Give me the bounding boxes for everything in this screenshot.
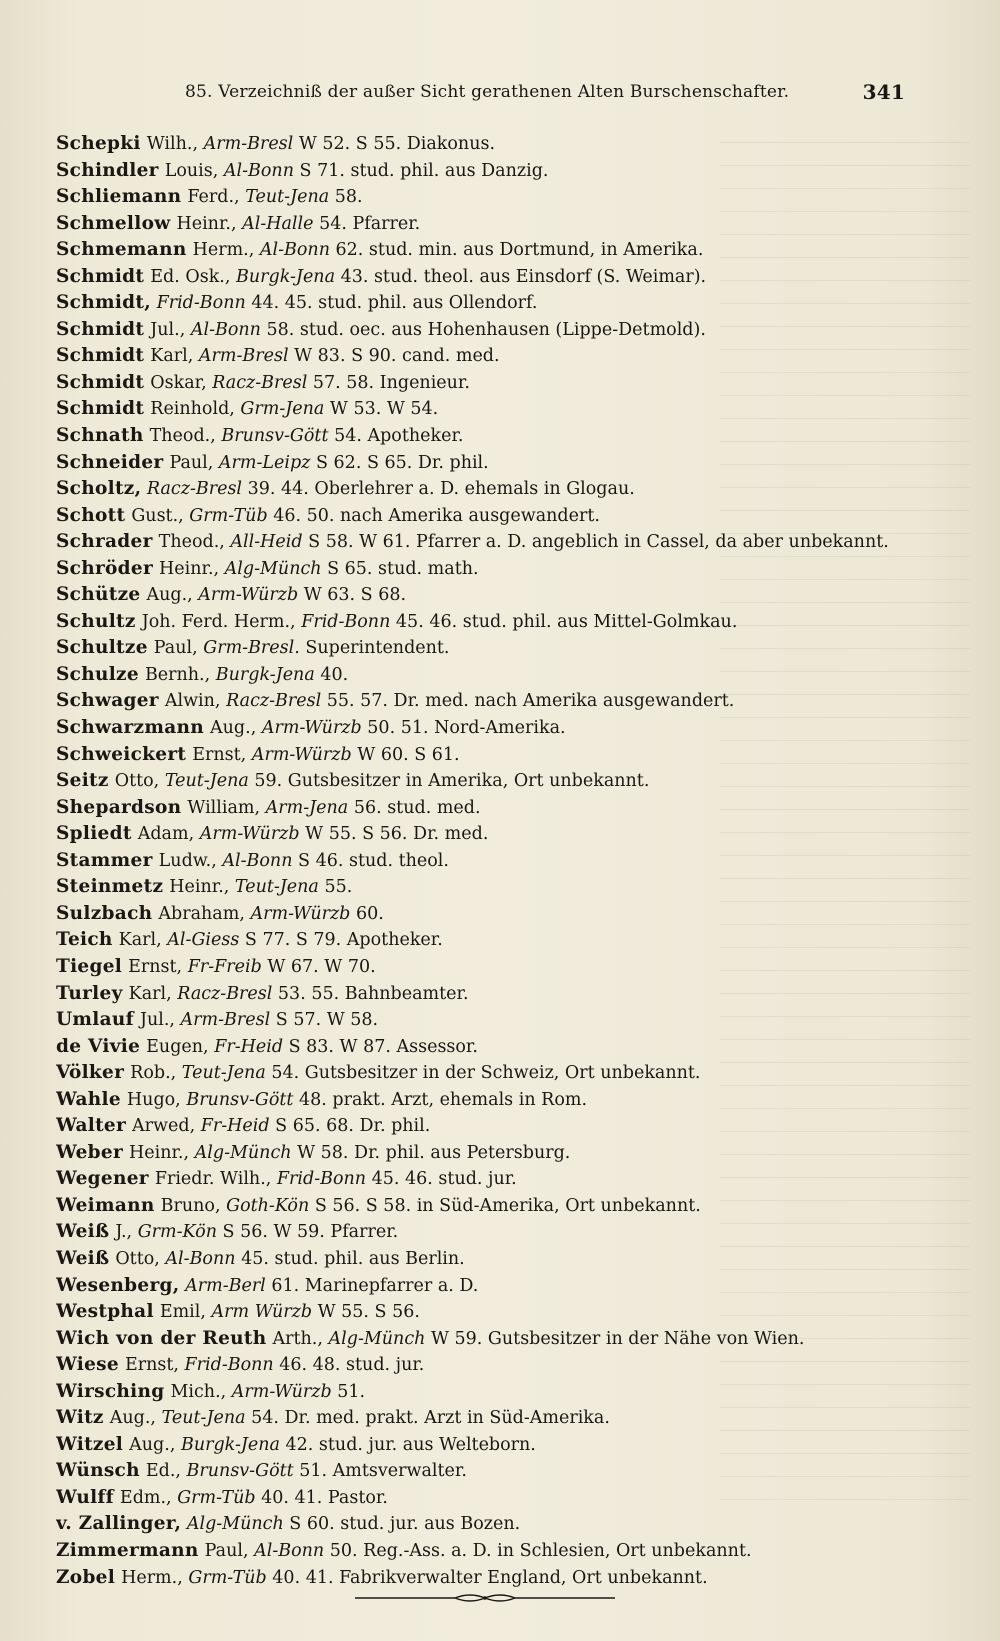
entry-surname: Shepardson <box>56 796 182 818</box>
entry-corps: Alg-Münch <box>224 558 322 579</box>
entry-given-name: Ed. Osk., <box>150 266 231 287</box>
entry-surname: Wegener <box>56 1168 149 1190</box>
entry-details: 59. Gutsbesitzer in Amerika, Ort unbekannt. <box>248 771 650 792</box>
name-list <box>56 131 936 1591</box>
entry-given-name: William, <box>187 797 261 818</box>
entry-surname: Schmidt <box>56 398 145 420</box>
entry-corps: Grm-Kön <box>137 1222 217 1243</box>
entry-given-name: Ernst, <box>124 1355 179 1376</box>
entry-given-name: Abraham, <box>158 903 245 924</box>
entry-surname: Zobel <box>56 1566 116 1588</box>
list-item <box>56 529 936 556</box>
entry-surname: Schrader <box>56 531 153 553</box>
entry-surname: Zimmermann <box>56 1539 199 1561</box>
list-item <box>56 582 936 609</box>
entry-corps: Alg-Münch <box>194 1142 292 1163</box>
entry-surname: Schultz <box>56 610 136 632</box>
entry-corps: Arm-Würzb <box>199 824 300 845</box>
entry-corps: Brunsv-Gött <box>186 1461 294 1482</box>
list-item <box>56 1379 936 1406</box>
entry-corps: Goth-Kön <box>226 1195 310 1216</box>
list-item <box>56 954 936 981</box>
entry-details: 51. <box>331 1381 366 1402</box>
entry-details: S 58. W 61. Pfarrer a. D. angeblich in Cassel, da aber unbekannt. <box>302 532 889 553</box>
list-item <box>56 768 936 795</box>
list-item <box>56 1273 936 1300</box>
entry-surname: Schweickert <box>56 743 187 765</box>
entry-surname: Völker <box>56 1062 125 1084</box>
entry-given-name: Paul, <box>169 452 214 473</box>
entry-details: 40. 41. Pastor. <box>255 1487 388 1508</box>
list-item <box>56 821 936 848</box>
entry-corps: Teut-Jena <box>181 1063 266 1084</box>
header-title: 85. Verzeichniß der außer Sicht gerathenen Alten Burschenschafter. <box>185 82 790 102</box>
entry-details: W 52. S 55. Diakonus. <box>293 134 496 154</box>
entry-details: 58. <box>329 187 363 208</box>
entry-surname: Wulff <box>56 1486 114 1508</box>
list-item <box>56 742 936 769</box>
entry-details: S 56. S 58. in Süd-Amerika, Ort unbekannt. <box>309 1195 701 1216</box>
entry-details: S 65. 68. Dr. phil. <box>269 1116 431 1137</box>
list-item <box>56 131 936 158</box>
entry-given-name: Heinr., <box>176 213 237 234</box>
entry-corps: Fr-Heid <box>214 1036 284 1057</box>
entry-corps: Racz-Bresl <box>177 983 273 1004</box>
entry-given-name: Friedr. Wilh., <box>154 1169 272 1190</box>
entry-corps: Al-Bonn <box>222 850 293 871</box>
entry-surname: Steinmetz <box>56 876 164 898</box>
entry-surname: Weiß <box>56 1247 110 1269</box>
list-item <box>56 1538 936 1565</box>
list-item <box>56 184 936 211</box>
entry-given-name: Karl, <box>150 346 194 367</box>
entry-surname: Scholtz, <box>56 478 142 500</box>
entry-corps: Teut-Jena <box>164 771 249 792</box>
entry-details: 56. stud. med. <box>348 797 481 818</box>
list-item <box>56 476 936 503</box>
entry-corps: Teut-Jena <box>245 187 330 208</box>
list-item <box>56 158 936 185</box>
entry-given-name: Karl, <box>118 930 162 951</box>
list-item <box>56 396 936 423</box>
entry-surname: Schmellow <box>56 212 171 234</box>
entry-surname: Schmidt <box>56 318 145 340</box>
entry-surname: Seitz <box>56 770 109 792</box>
entry-given-name: Mich., <box>170 1381 227 1402</box>
list-item <box>56 1166 936 1193</box>
entry-details: 45. 46. stud. phil. aus Mittel-Golmkau. <box>390 611 738 632</box>
list-item <box>56 1034 936 1061</box>
entry-given-name: Edm., <box>119 1487 172 1508</box>
list-item <box>56 1113 936 1140</box>
entry-corps: Arm-Berl <box>185 1275 266 1296</box>
entry-given-name: Reinhold, <box>150 399 235 420</box>
entry-details: 42. stud. jur. aus Welteborn. <box>279 1434 536 1455</box>
entry-corps: Arm-Leipz <box>218 452 311 473</box>
entry-surname: Schmidt <box>56 345 145 367</box>
list-item <box>56 1299 936 1326</box>
entry-corps: Racz-Bresl <box>226 691 322 712</box>
entry-details: S 65. stud. math. <box>321 558 479 579</box>
entry-given-name: Eugen, <box>146 1036 209 1057</box>
entry-details: 57. 58. Ingenieur. <box>307 372 470 393</box>
entry-corps: Frid-Bonn <box>301 611 391 632</box>
list-item <box>56 981 936 1008</box>
entry-given-name: Theod., <box>149 426 216 447</box>
list-item <box>56 1458 936 1485</box>
list-item <box>56 1432 936 1459</box>
entry-details: W 55. S 56. Dr. med. <box>299 824 489 845</box>
entry-given-name: J., <box>115 1222 133 1243</box>
entry-given-name: Aug., <box>109 1408 156 1429</box>
list-item <box>56 1352 936 1379</box>
entry-corps: All-Heid <box>230 532 303 553</box>
entry-corps: Grm-Tüb <box>177 1487 256 1508</box>
list-item <box>56 1485 936 1512</box>
list-item <box>56 264 936 291</box>
entry-corps: Burgk-Jena <box>236 266 335 287</box>
list-item <box>56 635 936 662</box>
entry-corps: Teut-Jena <box>161 1408 246 1429</box>
entry-corps: Frid-Bonn <box>156 293 246 314</box>
list-item <box>56 609 936 636</box>
entry-surname: Umlauf <box>56 1009 134 1031</box>
entry-details: 46. 48. stud. jur. <box>273 1355 425 1376</box>
entry-details: W 63. S 68. <box>298 585 407 606</box>
entry-corps: Alg-Münch <box>328 1328 426 1349</box>
list-item <box>56 450 936 477</box>
entry-surname: Witzel <box>56 1433 124 1455</box>
entry-surname: Teich <box>56 929 113 951</box>
entry-given-name: Aug., <box>146 585 193 606</box>
entry-surname: Schmidt <box>56 265 145 287</box>
entry-given-name: Rob., <box>130 1063 177 1084</box>
list-item <box>56 1060 936 1087</box>
entry-details: 53. 55. Bahnbeamter. <box>272 983 469 1004</box>
entry-details: W 58. Dr. phil. aus Petersburg. <box>291 1142 571 1163</box>
entry-corps: Frid-Bonn <box>276 1169 367 1190</box>
entry-details: W 59. Gutsbesitzer in der Nähe von Wien. <box>425 1328 805 1349</box>
entry-surname: Stammer <box>56 849 153 871</box>
entry-given-name: Ernst, <box>192 744 247 765</box>
entry-surname: Schmidt <box>56 371 145 393</box>
entry-given-name: Ernst, <box>128 956 183 977</box>
entry-given-name: Hugo, <box>126 1089 181 1110</box>
entry-given-name: Ferd., <box>187 187 240 208</box>
entry-corps: Grm-Bresl. <box>203 638 300 659</box>
entry-corps: Racz-Bresl <box>146 479 243 500</box>
entry-details: S 57. W 58. <box>270 1010 379 1031</box>
list-item <box>56 1405 936 1432</box>
entry-surname: Weiß <box>56 1221 110 1243</box>
entry-given-name: Heinr., <box>159 558 220 579</box>
entry-corps: Al-Bonn <box>259 240 330 261</box>
entry-given-name: Arth., <box>272 1328 323 1349</box>
entry-given-name: Oskar, <box>150 372 207 393</box>
entry-details: 45. 46. stud. jur. <box>366 1169 517 1190</box>
entry-surname: Turley <box>56 982 123 1004</box>
entry-details: 45. stud. phil. aus Berlin. <box>235 1248 465 1269</box>
entry-details: 39. 44. Oberlehrer a. D. ehemals in Glogau. <box>242 479 635 500</box>
entry-given-name: Louis, <box>164 160 219 181</box>
list-item <box>56 1219 936 1246</box>
list-item <box>56 662 936 689</box>
entry-corps: Al-Bonn <box>190 319 261 340</box>
entry-details: S 71. stud. phil. aus Danzig. <box>293 160 549 181</box>
entry-details: 55. <box>318 877 353 898</box>
entry-surname: de Vivie <box>56 1035 141 1057</box>
entry-given-name: Arwed, <box>132 1116 196 1137</box>
entry-given-name: Bruno, <box>160 1195 221 1216</box>
list-item <box>56 556 936 583</box>
entry-details: S 62. S 65. Dr. phil. <box>310 452 489 473</box>
entry-given-name: Heinr., <box>129 1142 190 1163</box>
entry-details: 50. Reg.-Ass. a. D. in Schlesien, Ort unbekannt. <box>324 1540 752 1561</box>
entry-corps: Teut-Jena <box>234 877 319 898</box>
entry-details: S 60. stud. jur. aus Bozen. <box>283 1514 521 1535</box>
entry-details: W 67. W 70. <box>261 956 376 977</box>
entry-corps: Fr-Heid <box>200 1116 270 1137</box>
entry-surname: Sulzbach <box>56 902 153 924</box>
entry-surname: Schulze <box>56 663 139 685</box>
list-item <box>56 715 936 742</box>
entry-given-name: Karl, <box>128 983 172 1004</box>
entry-given-name: Otto, <box>114 771 160 792</box>
entry-details: 54. Pfarrer. <box>313 213 421 234</box>
list-item <box>56 1565 936 1592</box>
entry-details: 43. stud. theol. aus Einsdorf (S. Weimar). <box>335 266 707 287</box>
entry-corps: Brunsv-Gött <box>186 1089 294 1110</box>
entry-surname: v. Zallinger, <box>56 1513 182 1535</box>
entry-corps: Arm-Würzb <box>261 718 362 739</box>
entry-given-name: Herm., <box>192 240 255 261</box>
entry-surname: Schliemann <box>56 186 182 208</box>
entry-given-name: Heinr., <box>169 877 230 898</box>
entry-details: S 56. W 59. Pfarrer. <box>216 1222 399 1243</box>
entry-surname: Witz <box>56 1407 104 1429</box>
entry-surname: Westphal <box>56 1301 154 1323</box>
entry-given-name: Herm., <box>121 1567 183 1588</box>
entry-surname: Schott <box>56 504 126 526</box>
entry-details: 61. Marinepfarrer a. D. <box>265 1275 479 1296</box>
entry-surname: Tiegel <box>56 955 123 977</box>
page-number: 341 <box>862 80 905 104</box>
list-item <box>56 370 936 397</box>
entry-given-name: Emil, <box>159 1302 206 1323</box>
entry-given-name: Otto, <box>115 1248 160 1269</box>
entry-surname: Wünsch <box>56 1460 140 1482</box>
entry-surname: Weber <box>56 1141 123 1163</box>
entry-details: 44. 45. stud. phil. aus Ollendorf. <box>245 293 538 314</box>
entry-given-name: Paul, <box>153 638 198 659</box>
entry-given-name: Adam, <box>137 824 195 845</box>
list-item <box>56 237 936 264</box>
entry-given-name: Aug., <box>210 718 257 739</box>
entry-corps: Arm-Bresl <box>198 346 289 367</box>
entry-details: Superintendent. <box>299 638 450 659</box>
entry-corps: Arm Würzb <box>211 1302 313 1323</box>
list-item <box>56 1193 936 1220</box>
entry-given-name: Joh. Ferd. Herm., <box>141 611 296 632</box>
entry-surname: Walter <box>56 1115 127 1137</box>
entry-given-name: Jul., <box>150 319 186 340</box>
entry-details: 55. 57. Dr. med. nach Amerika ausgewandert. <box>321 691 735 712</box>
entry-details: 40. 41. Fabrikverwalter England, Ort unbekannt. <box>266 1567 708 1588</box>
entry-given-name: Alwin, <box>164 691 221 712</box>
entry-corps: Arm-Bresl <box>180 1010 271 1031</box>
entry-surname: Schneider <box>56 451 164 473</box>
entry-details: 58. stud. oec. aus Hohenhausen (Lippe-Detmold). <box>260 319 706 340</box>
entry-given-name: Wilh., <box>146 134 199 154</box>
list-item <box>56 848 936 875</box>
entry-surname: Wiese <box>56 1354 119 1376</box>
entry-corps: Arm-Jena <box>265 797 349 818</box>
list-item <box>56 423 936 450</box>
entry-given-name: Theod., <box>158 532 225 553</box>
list-item <box>56 1007 936 1034</box>
entry-details: W 60. S 61. <box>351 744 460 765</box>
entry-details: W 55. S 56. <box>312 1302 420 1323</box>
entry-surname: Schwager <box>56 690 159 712</box>
entry-given-name: Jul., <box>139 1010 175 1031</box>
list-item <box>56 343 936 370</box>
entry-corps: Frid-Bonn <box>184 1355 274 1376</box>
entry-details: 40. <box>314 664 349 685</box>
entry-corps: Al-Giess <box>167 930 240 951</box>
list-item <box>56 503 936 530</box>
entry-details: S 83. W 87. Assessor. <box>283 1036 478 1057</box>
entry-details: 54. Apotheker. <box>328 426 464 447</box>
entry-corps: Arm-Würzb <box>250 903 351 924</box>
end-ornament <box>355 1592 615 1604</box>
entry-corps: Grm-Jena <box>240 399 325 420</box>
list-item <box>56 874 936 901</box>
entry-given-name: Gust., <box>131 505 184 526</box>
entry-details: 48. prakt. Arzt, ehemals in Rom. <box>293 1089 588 1110</box>
entry-corps: Alg-Münch <box>186 1514 284 1535</box>
entry-corps: Brunsv-Gött <box>221 426 329 447</box>
entry-surname: Wesenberg, <box>56 1274 180 1296</box>
entry-given-name: Bernh., <box>144 664 211 685</box>
entry-given-name: Ed., <box>145 1461 181 1482</box>
entry-surname: Wich von der Reuth <box>56 1327 267 1349</box>
entry-details: 54. Gutsbesitzer in der Schweiz, Ort unbekannt. <box>265 1063 701 1084</box>
list-item <box>56 1140 936 1167</box>
entry-corps: Fr-Freib <box>187 956 262 977</box>
entry-surname: Schepki <box>56 133 141 154</box>
entry-corps: Al-Halle <box>242 213 314 234</box>
entry-details: 50. 51. Nord-Amerika. <box>361 718 566 739</box>
entry-corps: Al-Bonn <box>165 1248 236 1269</box>
entry-corps: Burgk-Jena <box>180 1434 280 1455</box>
entry-surname: Schnath <box>56 425 144 447</box>
list-item <box>56 927 936 954</box>
entry-surname: Schmemann <box>56 239 187 261</box>
entry-corps: Grm-Tüb <box>189 505 268 526</box>
entry-surname: Schmidt, <box>56 292 151 314</box>
list-item <box>56 1326 936 1353</box>
entry-corps: Grm-Tüb <box>188 1567 267 1588</box>
entry-surname: Schultze <box>56 637 148 659</box>
entry-details: 60. <box>350 903 384 924</box>
entry-surname: Schütze <box>56 584 141 606</box>
entry-details: S 77. S 79. Apotheker. <box>239 930 443 951</box>
entry-corps: Arm-Würzb <box>251 744 352 765</box>
entry-corps: Racz-Bresl <box>212 372 308 393</box>
entry-corps: Burgk-Jena <box>215 664 315 685</box>
entry-surname: Schwarzmann <box>56 717 205 739</box>
list-item <box>56 317 936 344</box>
entry-corps: Arm-Würzb <box>198 585 299 606</box>
list-item <box>56 1087 936 1114</box>
entry-details: 54. Dr. med. prakt. Arzt in Süd-Amerika. <box>245 1408 610 1429</box>
entry-details: W 83. S 90. cand. med. <box>288 346 500 367</box>
entry-given-name: Ludw., <box>158 850 217 871</box>
running-header <box>185 80 905 110</box>
entry-corps: Al-Bonn <box>223 160 294 181</box>
list-item <box>56 795 936 822</box>
entry-surname: Schindler <box>56 159 159 181</box>
entry-surname: Wahle <box>56 1088 121 1110</box>
list-item <box>56 290 936 317</box>
entry-corps: Arm-Würzb <box>231 1381 332 1402</box>
list-item <box>56 688 936 715</box>
entry-surname: Spliedt <box>56 823 132 845</box>
entry-details: 46. 50. nach Amerika ausgewandert. <box>267 505 600 526</box>
entry-corps: Al-Bonn <box>254 1540 325 1561</box>
entry-surname: Wirsching <box>56 1380 165 1402</box>
entry-surname: Weimann <box>56 1194 155 1216</box>
list-item <box>56 211 936 238</box>
entry-details: S 46. stud. theol. <box>292 850 449 871</box>
entry-details: 51. Amtsverwalter. <box>293 1461 467 1482</box>
entry-corps: Arm-Bresl <box>203 134 294 154</box>
entry-details: W 53. W 54. <box>324 399 439 420</box>
entry-surname: Schröder <box>56 557 154 579</box>
entry-details: 62. stud. min. aus Dortmund, in Amerika. <box>329 240 704 261</box>
list-item <box>56 1246 936 1273</box>
list-item <box>56 901 936 928</box>
list-item <box>56 1511 936 1538</box>
entry-given-name: Aug., <box>129 1434 176 1455</box>
entry-given-name: Paul, <box>204 1540 249 1561</box>
